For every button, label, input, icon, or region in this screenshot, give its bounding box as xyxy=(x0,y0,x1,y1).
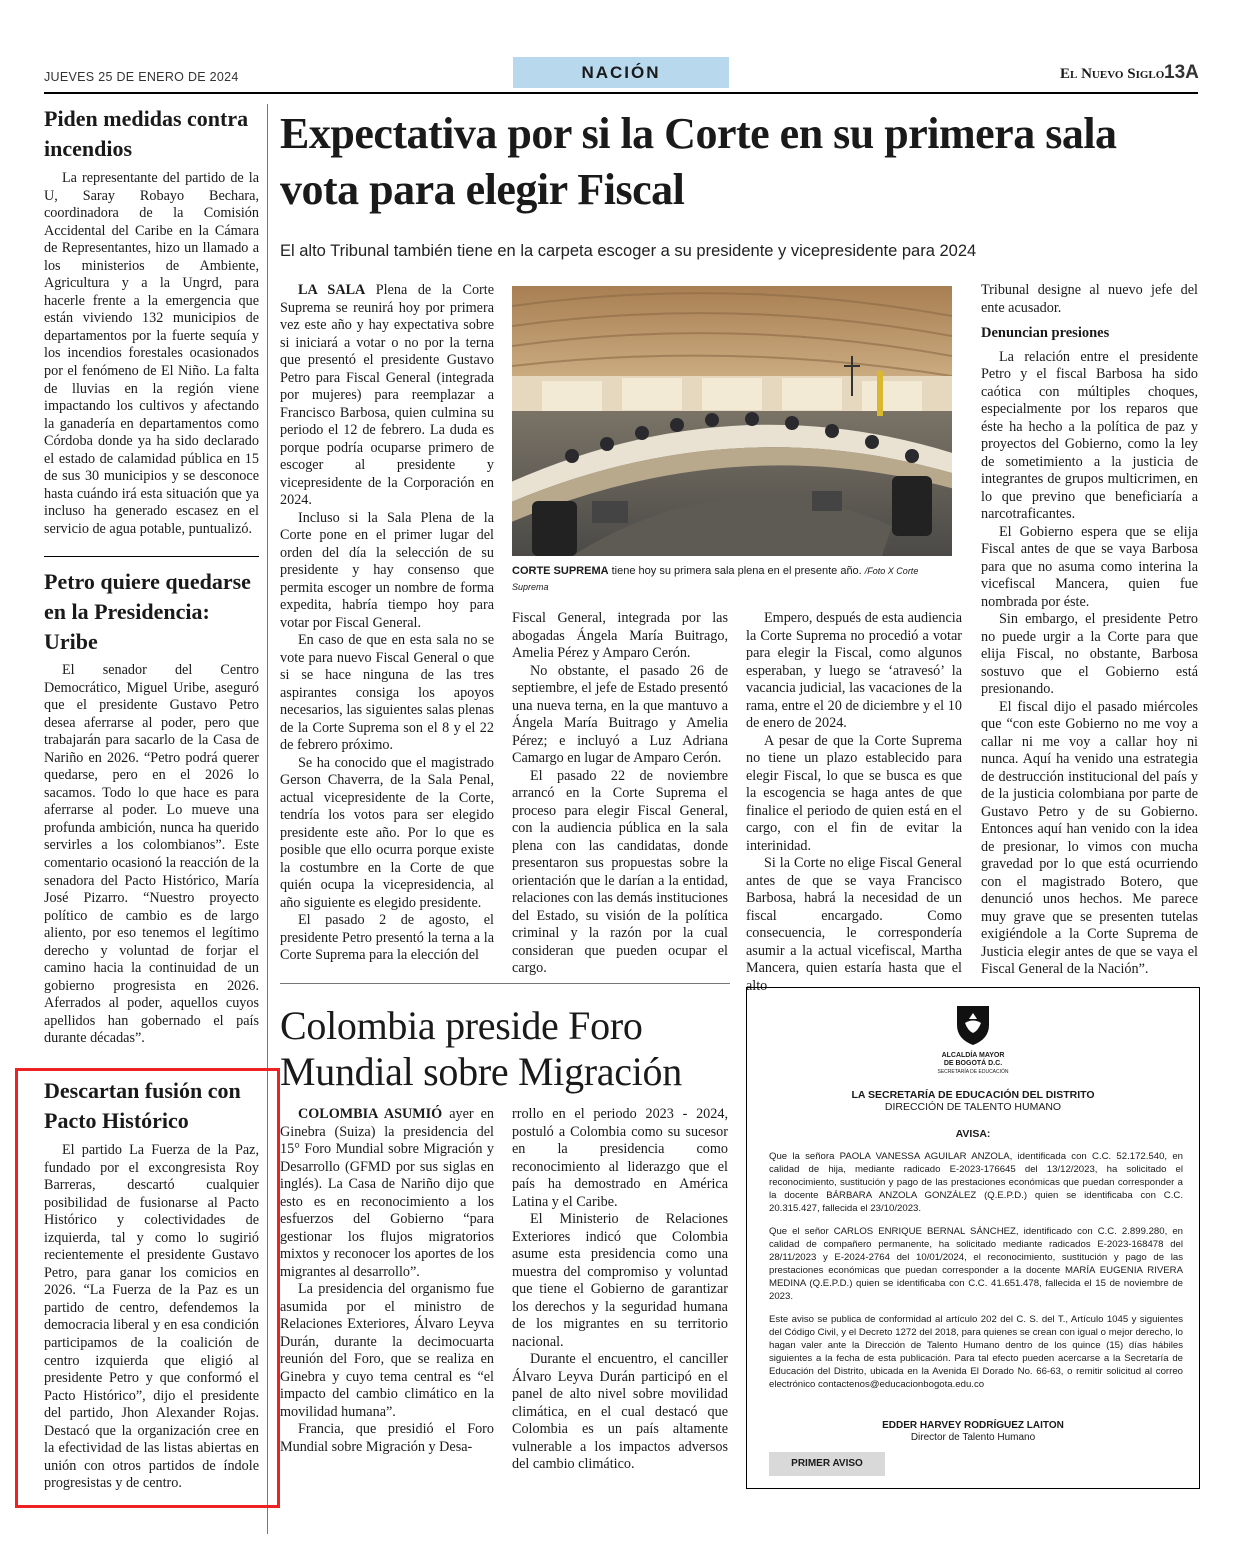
photo-credit: /Foto X Corte Suprema xyxy=(512,566,919,592)
logo-line1: ALCALDÍA MAYOR xyxy=(941,1052,1005,1059)
sidebar-story3-title: Descartan fusión con Pacto Histórico xyxy=(44,1078,241,1133)
second-col1-p3: Francia, que presidió el Foro Mundial sobre Migración y Desa- xyxy=(280,1421,494,1455)
sidebar-story1-body: La representante del partido de la U, Saray Robayo Bechara, coordinadora de la Comisión Accidental del Caribe en la Cámara de Representantes, hizo un llamado a los ministerios de Ambiente, Agricultura y a la Ungrd, para hacerle frente a la emergencia que están viviendo 132 municipios de departamentos por la fuerte sequía y los incendios forestales ocasionados por el fenómeno de El Niño. La falta de lluvias en la región viene impactando los cultivos y afectando la ganadería en departamentos como Córdoba donde ya ha sido declarado el estado de calamidad pública en 15 de sus 30 municipios y se desconoce hasta cuándo irá esta situación que ya incluso ha generado escasez en el servicio de agua potable, puntualizó. xyxy=(44,170,259,537)
main-col1-p5: El pasado 2 de agosto, el presidente Petro presentó la terna a la Corte Suprema para la elección del xyxy=(280,912,494,963)
main-col3-p1: Empero, después de esta audiencia la Corte Suprema no procedió a votar para elegir la Fiscal, como algunos esperaban, y luego se ‘atravesó’ la vacancia judicial, las vacaciones de la rama, entre el 20 de diciembre y el 10 de enero de 2024. xyxy=(746,610,962,731)
notice-p1: Que la señora PAOLA VANESSA AGUILAR ANZOLA, identificada con C.C. 52.172.540, en calidad de hija, mediante radicado E-2023-176645 del 13/12/2023, ha solicitado el reconocimiento, sustitución y pago de las prestaciones económicas que puedan corresponder a la docente BÁRBARA ANZOLA GONZÁLEZ (Q.E.P.D.) quien se identificaba con C.C. 20.315.427, fallecida el 23/10/2023. xyxy=(769,1151,1183,1214)
second-col1 xyxy=(280,1106,494,1456)
header-rule xyxy=(44,92,1198,94)
sidebar-story1-title: Piden medidas contra incendios xyxy=(44,106,249,161)
notice-org: LA SECRETARÍA DE EDUCACIÓN DEL DISTRITO xyxy=(851,1089,1095,1101)
main-col2-p1: Fiscal General, integrada por las abogadas Ángela María Buitrago, Amelia Pérez y Amparo Cerón. xyxy=(512,610,728,661)
main-col4-p4: El fiscal dijo el pasado miércoles que “con este Gobierno no me voy a callar ni me voy a callar hoy ni nunca. Aquí ha venido una estrategia de destrucción institucional del país y de la justicia colombiana por parte de Gustavo Petro y de su Gobierno. Entonces aquí han venido con la idea de presionar, lo vimos con mucha gravedad por lo que está ocurriendo con el magistrado Botero, que denunció unos hechos. Me parece muy grave que se presenten tutelas exigiéndole a la Corte Suprema de Justicia elegir antes de que se vaya el Fiscal General de la Nación”. xyxy=(981,698,1198,977)
main-col1 xyxy=(280,282,494,965)
second-col2 xyxy=(512,1106,728,1474)
notice-signer-role: Director de Talento Humano xyxy=(910,1432,1036,1443)
main-col1-p2: Incluso si la Sala Plena de la Corte pone en el primer lugar del orden del día la selección de su presidente y hay consenso que permita escoger un nombre de forma expedita, habría tiempo hoy para votar por Fiscal General. xyxy=(280,509,494,631)
newspaper-name: El Nuevo Siglo xyxy=(1060,66,1165,82)
main-col4 xyxy=(981,282,1198,979)
sidebar-rule-1 xyxy=(44,556,259,557)
main-col2-p2: No obstante, el pasado 26 de septiembre, el jefe de Estado presentó una nueva terna, en la que mantuvo a Ángela María Buitrago y Amelia Pérez; e incluyó a Luz Adriana Camargo en lugar de Amparo Cerón. xyxy=(512,662,728,766)
main-col3-p2: A pesar de que la Corte Suprema no tiene un plazo establecido para elegir Fiscal, lo que se busca es que la escogencia se haga antes de que finalice el periodo de quien está en el cargo, con el fin de evitar la interinidad. xyxy=(746,732,962,854)
section-label: NACIÓN xyxy=(513,57,729,88)
second-col2-p1: rrollo en el periodo 2023 - 2024, postuló a Colombia como su sucesor en la presidencia como reconocimiento al liderazgo que el país ha demostrado en América Latina y el Caribe. xyxy=(512,1106,728,1210)
logo-line3: SECRETARÍA DE EDUCACIÓN xyxy=(937,1069,1009,1075)
notice-p3: Este aviso se publica de conformidad al artículo 202 del C. S. del T., Artículo 1045 y siguientes del Código Civil, y el Decreto 1272 del 2018, para quienes se crean con igual o mejor derecho, lo hagan valer ante la Dirección de Talento Humano dentro de los quince (15) días hábiles siguientes a la fecha de esta publicación. Para tal efecto pueden acercarse a la Secretaría de Educación del Distrito, ubicada en la Avenida El Dorado No. 66-63, o remitir solicitud al correo electrónico contactenos@educacionbogota.edu.co xyxy=(769,1314,1183,1390)
main-headline: Expectativa por si la Corte en su primera sala vota para elegir Fiscal xyxy=(280,109,1117,214)
main-col3 xyxy=(746,610,962,995)
courtroom-illustration xyxy=(512,286,952,556)
second-lead: COLOMBIA ASUMIÓ xyxy=(298,1106,443,1122)
logo-line2: DE BOGOTÁ D.C. xyxy=(943,1060,1003,1067)
main-col1-p1: Plena de la Corte Suprema se reunirá hoy por primera vez este año y hay expectativa sobre si iniciará a votar o no por la terna que presentó el presidente Gustavo Petro para Fiscal General (integrada por mujeres) para reemplazar a Francisco Barbosa, quien culmina su periodo el 12 de febrero. La duda es porque podría ocuparse primero de escoger al presidente y vicepresidente de la Corporación en 2024. xyxy=(280,282,494,508)
bogota-shield-icon xyxy=(954,1003,992,1052)
main-col1-p3: En caso de que en esta sala no se vote para nuevo Fiscal General o que si se hace ninguna de las tres aspirantes consiga los apoyos necesarios, las siguientes salas plenas de la Corte Suprema son el 8 y el 22 de febrero próximo. xyxy=(280,632,494,753)
main-col2 xyxy=(512,610,728,978)
public-notice xyxy=(746,987,1200,1489)
main-col4-subhead: Denuncian presiones xyxy=(981,325,1110,341)
page-number: 13A xyxy=(1164,62,1199,83)
main-col2-p3: El pasado 22 de noviembre arrancó en la Corte Suprema el proceso para elegir Fiscal General, con la audiencia pública en la sala plena con las candidatas, donde presentaron sus propuestas sobre la orientación que le darían a la entidad, relaciones con las demás instituciones del Estado, su visión de la política criminal y la razón por la cual consideran que pueden ocupar el cargo. xyxy=(512,767,728,976)
main-col1-p4: Se ha conocido que el magistrado Gerson Chaverra, de la Sala Penal, actual vicepresidente de la Corte, tendría los votos para ser elegido presidente este año. Por lo que es posible que ello ocurra porque existe la costumbre en la Corte de que quién ocupa la vicepresidencia, al año siguiente es elegido presidente. xyxy=(280,754,494,911)
notice-p2: Que el señor CARLOS ENRIQUE BERNAL SÁNCHEZ, identificado con C.C. 2.899.280, en calidad de compañero permanente, ha solicitado mediante radicados E-2023-168478 del 28/11/2023 y E-2024-2764 del 10/01/2024, el reconocimiento, sustitución y pago de las prestaciones económicas que puedan corresponder a la docente MARÍA EUGENIA RIVERA MEDINA (Q.E.P.D.) quien se identificaba con C.C. 41.651.478, fallecida el 15 de noviembre de 2023. xyxy=(769,1226,1183,1302)
main-col4-top: Tribunal designe al nuevo jefe del ente acusador. xyxy=(981,282,1198,316)
notice-dept: DIRECCIÓN DE TALENTO HUMANO xyxy=(884,1101,1062,1113)
main-col4-p3: Sin embargo, el presidente Petro no puede urgir a la Corte para que elija Fiscal, no obstante, Barbosa sostuvo que el Gobierno está presionando. xyxy=(981,611,1198,697)
main-col4-p2: El Gobierno espera que se elija Fiscal antes de que se vaya Barbosa para que no asuma como interina la vicefiscal Mancera, quien fue nombrada por éste. xyxy=(981,523,1198,610)
second-col2-p2: El Ministerio de Relaciones Exteriores indicó que Colombia asume esta presidencia como una muestra del compromiso y voluntad que tiene el Gobierno de garantizar los derechos y la seguridad humana de los migrantes en su territorio nacional. xyxy=(512,1211,728,1350)
main-story-rule xyxy=(280,983,730,984)
second-headline: Colombia preside Foro Mundial sobre Migración xyxy=(280,1003,682,1094)
issue-date: JUEVES 25 DE ENERO DE 2024 xyxy=(44,70,239,84)
court-photo xyxy=(512,286,952,556)
second-col1-p1: ayer en Ginebra (Suiza) la presidencia del 15° Foro Mundial sobre Migración y Desarrollo (GFMD por sus siglas en inglés). La Casa de Nariño dijo que esto es en reconocimiento a los esfuerzos del Gobierno “para gestionar los flujos migratorios mixtos y reconocer los aportes de los migrantes al desarrollo”. xyxy=(280,1106,494,1280)
photo-caption-text: tiene hoy su primera sala plena en el presente año. xyxy=(611,565,862,577)
second-col1-p2: La presidencia del organismo fue asumida por el ministro de Relaciones Exteriores, Álvaro Leyva Durán, durante la decimocuarta reunión del Foro, que se realiza en Ginebra y cuyo tema central es “el impacto del cambio climático en la movilidad humana”. xyxy=(280,1281,494,1420)
second-col2-p3: Durante el encuentro, el canciller Álvaro Leyva Durán participó en el panel de alto nivel sobre movilidad climática, en el cual destacó que Colombia es un país altamente vulnerable a los impactos adversos del cambio climático. xyxy=(512,1351,728,1472)
notice-tag: PRIMER AVISO xyxy=(769,1452,885,1476)
main-lead: LA SALA xyxy=(298,282,366,298)
main-subhead: El alto Tribunal también tiene en la carpeta escoger a su presidente y vicepresidente para 2024 xyxy=(280,242,977,260)
sidebar-story2-title: Petro quiere quedarse en la Presidencia: Uribe xyxy=(44,569,251,654)
photo-caption xyxy=(512,563,952,595)
notice-signer: EDDER HARVEY RODRÍGUEZ LAITON xyxy=(882,1420,1064,1431)
main-col4-p1: La relación entre el presidente Petro y el fiscal Barbosa ha sido caótica con múltiples choques, especialmente por los reparos que éste ha hecho a la política de paz y proyectos del Gobierno, como la ley de sometimiento a la justicia de integrantes de grupos multicrimen, en lo que previno que beneficiaría a narcotraficantes. xyxy=(981,348,1198,522)
notice-title: AVISA: xyxy=(955,1128,991,1140)
sidebar-story3-body: El partido La Fuerza de la Paz, fundado por el excongresista Roy Barreras, descartó cualquier posibilidad de fusionarse al Pacto Histórico y colectividades de izquierda, tal y como lo sugirió recientemente el presidente Gustavo Petro, para ganar los comicios en 2026. “La Fuerza de la Paz es un partido de centro, defendemos la democracia liberal y en esa condición participamos de la coalición de centro izquierda que eligió al presidente Petro y que conformó el Pacto Histórico”, dijo el presidente del partido, Jhon Alexander Rojas. Destacó que la organización cree en la efectividad de las listas abiertas en unión con otros partidos de índole progresistas y de centro. xyxy=(44,1142,259,1492)
sidebar-story2-body: El senador del Centro Democrático, Miguel Uribe, aseguró que el presidente Gustavo Petro desea aferrarse al poder, pero que trabajarán para sacarlo de la Casa de Nariño en 2026. “Petro podrá querer quedarse, pero en el 2026 lo sacamos. Todo lo que hace es para aferrarse al poder. Lo mueve una profunda ambición, nunca ha querido servirles a los colombianos”. Este comentario ocasionó la reacción de la senadora del Pacto Histórico, María José Pizarro. “Nuestro proyecto político de cambio es de largo aliento, por eso tenemos el legítimo derecho y voluntad de forjar el camino hacia la continuidad de un gobierno progresista en 2026. Aferrados al poder, aquellos cuyos apellidos han gobernado el país durante décadas”. xyxy=(44,662,259,1047)
main-col3-p3: Si la Corte no elige Fiscal General antes de que se vaya Francisco Barbosa, habrá la necesidad de un fiscal encargado. Como consecuencia, le correspondería asumir a la actual vicefiscal, Martha Mancera, quien estaría hasta que el alto xyxy=(746,855,962,994)
photo-caption-lead: CORTE SUPREMA xyxy=(512,565,609,577)
